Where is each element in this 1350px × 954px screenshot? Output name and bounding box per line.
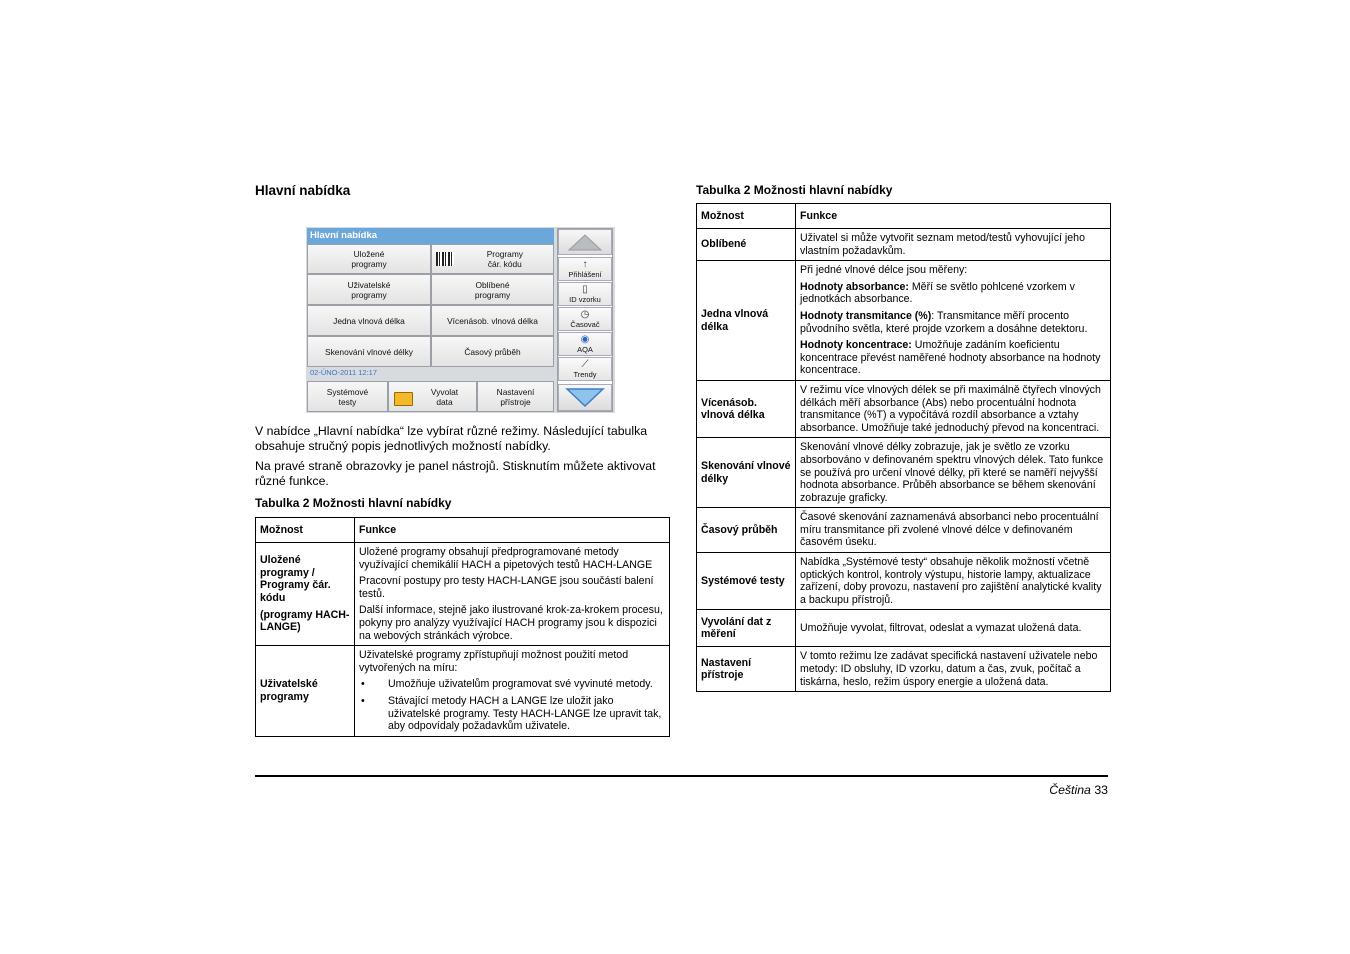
footer-language: Čeština xyxy=(1049,783,1091,797)
function-text: Další informace, stejně jako ilustrované krok-za-krokem procesu, pokyny pro analýzy využívající HACH programy jsou k dispozici na webových stránkách výrobce. xyxy=(359,604,663,642)
login-tool[interactable] xyxy=(558,257,612,281)
aqa-tool[interactable] xyxy=(558,332,612,356)
function-cell xyxy=(355,543,670,646)
column-header-option: Možnost xyxy=(256,518,355,543)
column-header-option: Možnost xyxy=(697,204,796,229)
function-text: Pracovní postupy pro testy HACH-LANGE jsou součástí balení testů. xyxy=(359,575,654,600)
option-cell: Časový průběh xyxy=(697,508,796,553)
option-name: Uložené programy / Programy čár. kódu xyxy=(260,554,331,605)
list-item: • Umožňuje uživatelům programovat své vyvinuté metody. xyxy=(359,678,665,691)
device-title-bar: Hlavní nabídka xyxy=(307,228,554,244)
sample-id-label: ID vzorku xyxy=(569,295,601,304)
left-options-table xyxy=(255,517,670,737)
column-header-function: Funkce xyxy=(355,518,670,543)
table-row xyxy=(697,508,1111,553)
function-cell: Časové skenování zaznamenává absorbanci nebo procentuální míru transmitance při zvolené vlnové délce v definovaném časovém úseku. xyxy=(796,508,1111,553)
table-row xyxy=(697,610,1111,647)
option-cell: Skenování vlnové délky xyxy=(697,438,796,508)
folder-icon xyxy=(394,392,413,406)
timer-label: Časovač xyxy=(570,320,600,329)
barcode-programs-label: Programy čár. kódu xyxy=(486,249,523,269)
list-item: • Stávající metody HACH a LANGE lze uložit jako uživatelské programy. Testy HACH-LANGE lze upravit tak, aby odpovídaly požadavkům uživatele. xyxy=(359,695,665,733)
function-cell: V režimu více vlnových délek se při maximálně čtyřech vlnových délkách měří absorbance (Abs) nebo procentuální hodnota transmitance (%T) a vypočítává rozdíl absorbance a vztahy absorbance. Umožňuje také jednoduchý převod na koncentraci. xyxy=(796,380,1111,437)
barcode-programs-button[interactable] xyxy=(431,244,554,274)
function-cell: Umožňuje vyvolat, filtrovat, odeslat a vymazat uložená data. xyxy=(796,610,1111,647)
right-options-table xyxy=(696,203,1111,692)
chevron-down-icon xyxy=(559,385,611,410)
option-cell: Jedna vlnová délka xyxy=(697,261,796,381)
term-text: : Transmitance měří procento původního světla, které projde vzorkem a dosáhne detektoru. xyxy=(800,309,1088,335)
function-text: Uživatelské programy zpřístupňují možnost použití metod vytvořených na míru: xyxy=(359,649,629,674)
wavelength-scan-button[interactable]: Skenování vlnové délky xyxy=(307,336,431,367)
device-datetime: 02-ÚNO-2011 12:17 xyxy=(310,368,377,377)
option-cell xyxy=(256,543,355,646)
instrument-settings-button[interactable]: Nastavení přístroje xyxy=(477,381,554,412)
multi-wavelength-button[interactable]: Vícenásob. vlnová délka xyxy=(431,305,554,336)
time-course-button[interactable]: Časový průběh xyxy=(431,336,554,367)
page-footer xyxy=(1000,783,1108,797)
vial-icon: ▯ xyxy=(582,284,588,295)
login-label: Přihlášení xyxy=(568,270,602,279)
aqa-icon: ◉ xyxy=(580,334,590,345)
device-screenshot xyxy=(306,227,615,413)
aqa-label: AQA xyxy=(577,345,593,354)
timer-tool[interactable] xyxy=(558,307,612,331)
option-cell: Vyvolání dat z měření xyxy=(697,610,796,647)
table-header-row xyxy=(256,518,670,543)
table-row xyxy=(697,261,1111,381)
option-cell: Systémové testy xyxy=(697,553,796,610)
option-cell: Vícenásob. vlnová délka xyxy=(697,380,796,437)
section-heading: Hlavní nabídka xyxy=(255,183,351,198)
function-cell xyxy=(355,646,670,737)
table-row xyxy=(697,380,1111,437)
trends-label: Trendy xyxy=(573,370,597,379)
option-cell: Oblíbené xyxy=(697,229,796,261)
recall-data-button[interactable] xyxy=(388,381,477,412)
clock-icon: ◷ xyxy=(580,309,590,320)
barcode-icon xyxy=(436,252,454,266)
single-wavelength-button[interactable]: Jedna vlnová délka xyxy=(307,305,431,336)
footer-rule xyxy=(255,775,1108,777)
favorite-programs-button[interactable]: Oblíbené programy xyxy=(431,274,554,305)
function-cell: Uživatel si může vytvořit seznam metod/testů vyhovující jeho vlastním požadavkům. xyxy=(796,229,1111,261)
sample-id-tool[interactable] xyxy=(558,282,612,306)
function-text xyxy=(800,310,1106,335)
table-row xyxy=(697,647,1111,692)
term-label: Hodnoty koncentrace: xyxy=(800,339,912,352)
stored-programs-button[interactable]: Uložené programy xyxy=(307,244,431,274)
table-row xyxy=(256,543,670,646)
table-row xyxy=(697,229,1111,261)
option-cell: Uživatelské programy xyxy=(256,646,355,737)
left-table-caption: Tabulka 2 Možnosti hlavní nabídky xyxy=(255,496,452,510)
page-number: 33 xyxy=(1094,783,1108,797)
function-text: Při jedné vlnové délce jsou měřeny: xyxy=(800,264,968,277)
scroll-down-button[interactable] xyxy=(558,384,612,411)
right-table-caption: Tabulka 2 Možnosti hlavní nabídky xyxy=(696,183,893,197)
term-label: Hodnoty absorbance: xyxy=(800,280,909,293)
function-cell xyxy=(796,261,1111,381)
term-label: Hodnoty transmitance (%) xyxy=(800,309,932,322)
intro-paragraph: V nabídce „Hlavní nabídka“ lze vybírat různé režimy. Následující tabulka obsahuje stručný popis jednotlivých možností nabídky. xyxy=(255,424,648,453)
option-note: (programy HACH-LANGE) xyxy=(260,608,350,634)
scroll-up-button[interactable] xyxy=(558,229,612,255)
table-row xyxy=(697,438,1111,508)
function-text: Uložené programy obsahují předprogramované metody využívající chemikálií HACH a pipetových testů HACH-LANGE xyxy=(359,546,653,571)
function-cell: V tomto režimu lze zadávat specifická nastavení uživatele nebo metody: ID obsluhy, ID vzorku, datum a čas, zvuk, počítač a tiskárna, heslo, režim úspory energie a uložená data. xyxy=(796,647,1111,692)
recall-data-label: Vyvolat data xyxy=(430,386,459,407)
option-cell: Nastavení přístroje xyxy=(697,647,796,692)
triangle-up-icon xyxy=(559,230,611,254)
trends-tool[interactable] xyxy=(558,357,612,381)
system-tests-button[interactable]: Systémové testy xyxy=(307,381,388,412)
table-header-row xyxy=(697,204,1111,229)
column-header-function: Funkce xyxy=(796,204,1111,229)
term-text: Měří se světlo pohlcené vzorkem v jednotkách absorbance. xyxy=(800,280,1075,306)
bullet-list xyxy=(359,678,665,732)
user-programs-button[interactable]: Uživatelské programy xyxy=(307,274,431,305)
function-cell: Skenování vlnové délky zobrazuje, jak je světlo ze vzorku absorbováno v definovaném spektru vlnových délek. Tato funkce se používá pro určení vlnové délky, při které se naměří nejvyšší hodnota absorbance. Průběh absorbance se během skenování zobrazuje graficky. xyxy=(796,438,1111,508)
term-text: Umožňuje zadáním koeficientu koncentrace převést naměřené hodnoty absorbance na hodnoty koncentrace. xyxy=(800,339,1101,377)
trend-chart-icon: ⟋ xyxy=(581,359,589,370)
table-row xyxy=(697,553,1111,610)
table-row xyxy=(256,646,670,737)
function-text xyxy=(800,339,1106,377)
toolbar-paragraph: Na pravé straně obrazovky je panel nástrojů. Stisknutím můžete aktivovat různé funkce. xyxy=(255,459,656,488)
function-cell: Nabídka „Systémové testy“ obsahuje několik možností včetně optických kontrol, kontroly výstupu, historie lampy, aktualizace zařízení, doby provozu, nastavení pro zajištění analytické kvality a backupu přístrojů. xyxy=(796,553,1111,610)
function-text xyxy=(800,281,1106,306)
arrow-up-icon: ↑ xyxy=(582,259,588,270)
